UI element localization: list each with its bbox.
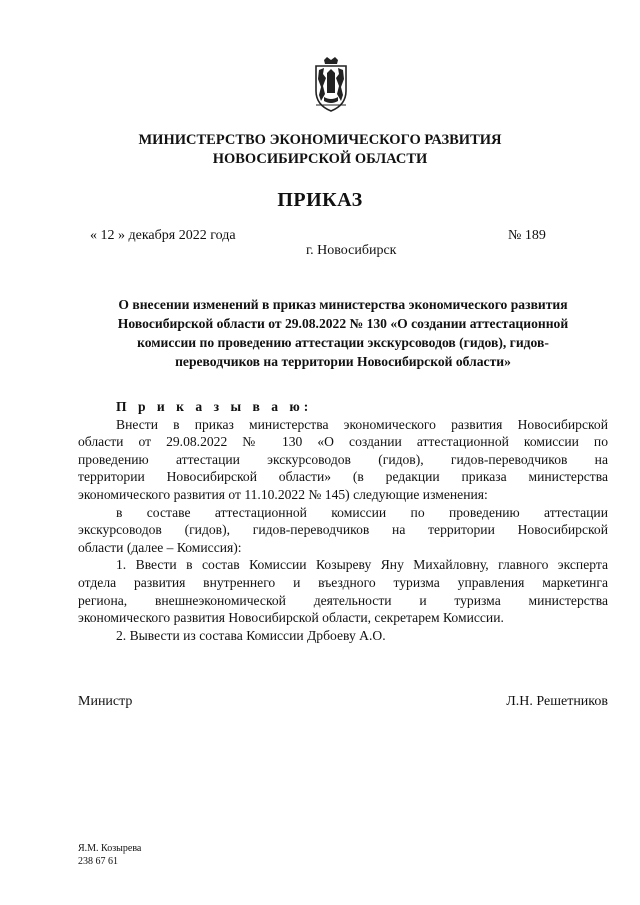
subject-line: Новосибирской области от 29.08.2022 № 130 «О создании аттестационной <box>117 316 569 331</box>
body-line: экскурсоводов (гидов), гидов-переводчиков на территории Новосибирской <box>78 522 608 538</box>
body-line: области (далее – Комиссия): <box>78 539 242 555</box>
subject-line: О внесении изменений в приказ министерства экономического развития <box>118 297 568 312</box>
executor-info <box>78 842 141 868</box>
body-line: 1. Ввести в состав Комиссии Козыреву Яну Михайловну, главного эксперта <box>116 557 608 573</box>
coat-of-arms-icon <box>313 57 349 113</box>
body-line: отдела развития внутреннего и въездного туризма управления маркетинга <box>78 574 608 590</box>
document-subject <box>78 295 608 371</box>
document-date: « 12 » декабря 2022 года <box>90 228 236 243</box>
body-line: в составе аттестационной комиссии по проведению аттестации <box>116 504 608 520</box>
body-line: территории Новосибирской области» (в редакции приказа министерства <box>78 469 608 485</box>
body-line: региона, внешнеэкономической деятельности и туризма министерства <box>78 592 608 608</box>
body-line: проведению аттестации экскурсоводов (гидов), гидов-переводчиков на <box>78 451 608 467</box>
subject-line: комиссии по проведению аттестации экскурсоводов (гидов), гидов- <box>137 335 549 350</box>
document-type: ПРИКАЗ <box>277 189 363 211</box>
executor-phone: 238 67 61 <box>78 856 118 867</box>
body-line: области от 29.08.2022 № 130 «О создании аттестационной комиссии по <box>78 434 608 450</box>
document-body <box>78 398 608 644</box>
body-line: 2. Вывести из состава Комиссии Дрбоеву А.О. <box>116 627 386 643</box>
ministry-line-1: МИНИСТЕРСТВО ЭКОНОМИЧЕСКОГО РАЗВИТИЯ <box>138 132 502 148</box>
subject-line: переводчиков на территории Новосибирской области» <box>175 354 511 369</box>
body-line: экономического развития от 11.10.2022 № 145) следующие изменения: <box>78 486 488 502</box>
document-city: г. Новосибирск <box>306 243 397 258</box>
signatory-title: Министр <box>78 694 133 709</box>
ministry-line-2: НОВОСИБИРСКОЙ ОБЛАСТИ <box>212 151 428 167</box>
executor-name: Я.М. Козырева <box>78 843 142 854</box>
order-word: П р и к а з ы в а ю: <box>116 399 313 414</box>
signatory-name: Л.Н. Решетников <box>506 694 608 709</box>
body-line: Внести в приказ министерства экономического развития Новосибирской <box>116 416 608 432</box>
body-line: экономического развития Новосибирской области, секретарем Комиссии. <box>78 610 504 626</box>
ministry-name <box>0 131 640 169</box>
document-number: № 189 <box>508 228 546 243</box>
